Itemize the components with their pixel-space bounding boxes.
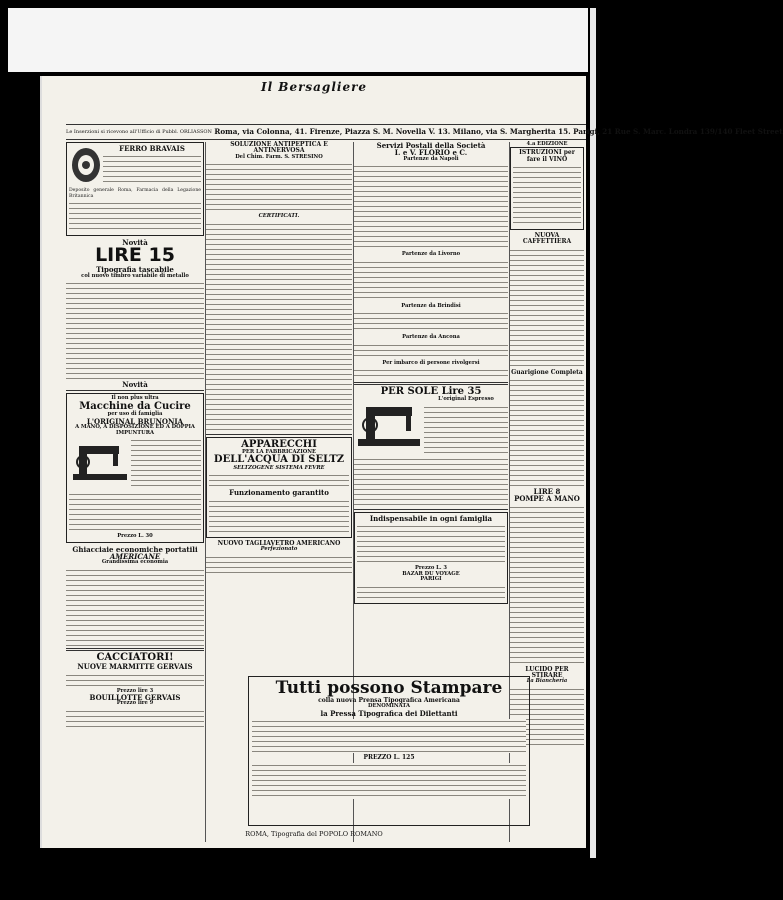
text-block [209, 473, 349, 487]
text-block [510, 378, 584, 486]
column-1 [66, 142, 204, 729]
macchine-sub2: A MANO, A DISPOSIZIONE ED A DOPPIA IMPUNTURA [75, 424, 195, 436]
ghiacciaie-sub2: Grandissima economia [101, 559, 169, 566]
ad-per-sole [354, 387, 508, 507]
ghiacciaie-title: Ghiacciaie economiche portatili [72, 544, 198, 554]
stampare-title: Tutti possono Stampare [275, 678, 503, 698]
text-block [354, 457, 508, 507]
lire15-sub: Tipografia tascabile [96, 265, 174, 275]
top-tab-paper [8, 8, 588, 72]
text-block [354, 260, 508, 302]
address-line [66, 124, 783, 140]
ad-servizi-postali [354, 142, 508, 380]
cacciatori-title: CACCIATORI! [96, 651, 174, 663]
text-block [510, 248, 584, 368]
stampare-sub2: DENOMINATA [368, 703, 410, 710]
text-block [357, 524, 505, 564]
address-cities: Roma, via Colonna, 41. Firenze, Piazza S. M. Novella V. 13. Milano, via S. Margherita 15. Parigi, 21 Rue S. Marc. Londra 139/140 Fleet Street [214, 127, 783, 136]
apparecchi-sub: PER LA FABBRICAZIONE [242, 449, 316, 455]
text-block [354, 343, 508, 359]
soluzione-title: SOLUZIONE ANTIPEPTICA E ANTINERVOSA [230, 141, 328, 155]
macchine-brand: L'ORIGINAL BRUNONIA [86, 416, 184, 426]
indispensabile-price: Prezzo L. 3 [415, 565, 447, 572]
column-2 [206, 142, 352, 579]
istruzioni-title: ISTRUZIONI per fare il VINO [519, 149, 575, 163]
text-block [513, 165, 581, 225]
ferro-sub: Deposito generale Roma, Farmacia della Legazione Britannica [69, 188, 201, 199]
persole-sub: L'original Espresso [438, 396, 494, 403]
ad-ghiacciaie [66, 546, 204, 646]
lire15-title: LIRE 15 [95, 244, 175, 267]
text-block [66, 568, 204, 646]
cacciatori-price: Prezzo lire 3 [116, 687, 154, 694]
servizi-sub4: Partenze da Brindisi [401, 302, 461, 309]
indispensabile-title: Indispensabile in ogni famiglia [369, 513, 493, 523]
ad-istruzioni-vino [510, 147, 584, 230]
footer-imprint: ROMA, Tipografia del POPOLO ROMANO [245, 830, 383, 838]
text-block [252, 719, 526, 753]
apparecchi-sub2: SELTZOGENE SISTEMA FEVRE [233, 464, 325, 471]
soluzione-cert: CERTIFICATI. [258, 213, 300, 220]
servizi-sub5: Partenze da Ancona [402, 334, 460, 341]
ferro-title: FERRO BRAVAIS [119, 144, 185, 153]
address-left-note: Le Inserzioni si ricevono all'Ufficio di Pubbl. ORLIASSON [66, 129, 212, 135]
apparecchi-title: APPARECCHI [241, 438, 317, 450]
apparecchi-title2: DELL'ACQUA DI SELTZ [213, 454, 345, 466]
guarigione-title: Guarigione Completa [511, 368, 583, 376]
lire8-title: LIRE 8 [533, 486, 561, 496]
apparecchi-funz: Funzionamento garantito [229, 488, 329, 498]
text-block [424, 405, 508, 453]
text-block [206, 555, 352, 577]
soluzione-sub: Del Chim. Farm. S. STRESINO [235, 153, 323, 160]
ad-macchine-cucire [66, 393, 204, 542]
text-block [206, 162, 352, 212]
ad-indispensabile [354, 512, 508, 604]
text-block [69, 201, 201, 231]
sewing-machine-icon [354, 397, 424, 453]
text-block [252, 763, 526, 799]
text-block [66, 709, 204, 727]
edizione-label: 4.a EDIZIONE [526, 141, 568, 147]
pompe-title: POMPE A MANO [514, 494, 580, 504]
ad-cacciatori [66, 653, 204, 727]
cacciatori-sub: NUOVE MARMITTE GERVAIS [77, 662, 193, 672]
indispensabile-bazar: BAZAR DU VOYAGE [402, 570, 460, 577]
ad-apparecchi-seltz [206, 437, 352, 538]
lire15-kicker2: Novità [122, 380, 148, 390]
servizi-sub3: Partenze da Livorno [401, 251, 461, 258]
coat-of-arms-icon [69, 145, 103, 185]
indispensabile-parigi: PARIGI [420, 576, 442, 583]
cacciatori-price2: Prezzo lire 9 [116, 700, 154, 707]
servizi-sub: I. e V. FLORIO e C. [394, 148, 468, 158]
text-block [354, 164, 508, 250]
lucido-title: LUCIDO PER STIRARE [525, 665, 569, 679]
text-block [66, 673, 204, 687]
tagliavetro-sub: Perfezionato [260, 546, 298, 553]
text-block [510, 505, 584, 665]
stampare-sub: colla nuova Prensa Tipografica Americana [318, 696, 460, 704]
ad-tagliavetro [206, 541, 352, 577]
newspaper-page [40, 76, 783, 848]
stampare-price: PREZZO L. 125 [363, 753, 415, 761]
stampare-sub3: la Pressa Tipografica dei Dilettanti [320, 708, 458, 718]
lire15-sub2: col nuovo timbro variabile di metallo [81, 272, 189, 279]
macchine-price: Prezzo L. 30 [117, 533, 153, 540]
macchine-sub: per uso di famiglia [107, 411, 163, 418]
ad-soluzione [206, 142, 352, 432]
macchine-title: Macchine da Cucire [79, 400, 191, 412]
masthead: Il Bersagliere [260, 80, 368, 94]
text-block [131, 438, 201, 488]
ad-lire-15 [66, 239, 204, 388]
servizi-sub6: Per imbarco di persone rivolgersi [382, 359, 480, 366]
lire15-kicker: Novità [122, 238, 148, 247]
text-block [357, 585, 505, 599]
sewing-machine-icon [69, 436, 131, 486]
ad-tutti-possono-stampare [248, 676, 530, 826]
text-block [69, 492, 201, 532]
text-block [354, 311, 508, 333]
biancheria-title: La Biancheria [526, 678, 568, 685]
servizi-title: Servizi Postali della Società [376, 141, 486, 150]
tagliavetro-title: NUOVO TAGLIAVETRO AMERICANO [217, 539, 341, 547]
column-4 [510, 142, 584, 749]
text-block [103, 154, 201, 186]
column-3 [354, 142, 508, 607]
ghiacciaie-sub: AMERICANE [109, 551, 161, 561]
text-block [209, 499, 349, 533]
text-block [354, 368, 508, 380]
servizi-sub2: Partenze da Napoli [403, 155, 459, 162]
persole-title: PER SOLE Lire 35 [380, 385, 482, 397]
text-block [206, 222, 352, 432]
caffettiera-title: NUOVA CAFFETTIERA [522, 232, 572, 246]
ad-ferro-bravais [66, 142, 204, 236]
macchine-kicker: Il non plus ultra [111, 395, 159, 402]
cacciatori-sub2: BOUILLOTTE GERVAIS [89, 692, 181, 702]
text-block [66, 281, 204, 379]
